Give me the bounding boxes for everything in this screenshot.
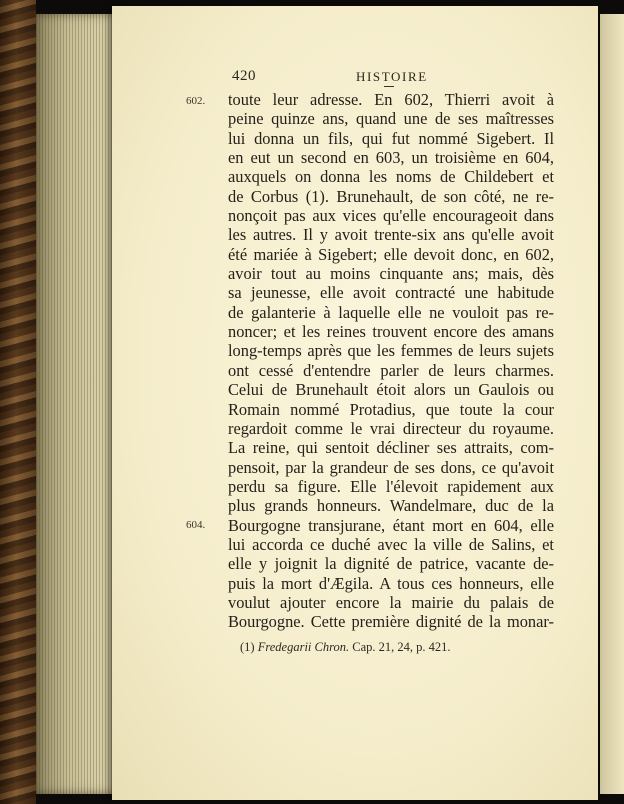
text-line: peine quinze ans, quand une de ses maîtresses <box>228 109 554 129</box>
text-line: auxquels on donna les noms de Childebert et <box>228 167 554 187</box>
text-line: regardoit comme le vrai directeur du royaume. <box>228 418 554 438</box>
facing-page-edge <box>600 14 624 794</box>
text-line: ont cessé d'entendre parler de leurs charmes. <box>228 360 554 380</box>
text-line: nonçoit pas aux vices qu'elle encourageoit dans <box>228 206 554 226</box>
footnote <box>240 640 451 655</box>
page-edges <box>36 14 116 794</box>
text-line: de galanterie à laquelle elle ne vouloit pas re- <box>228 302 554 322</box>
text-line: de Corbus (1). Brunehault, de son côté, ne re- <box>228 186 554 206</box>
margin-note-year: 604. <box>186 519 206 531</box>
text-line: Romain nommé Protadius, que toute la cour <box>228 399 554 419</box>
text-line: toute leur adresse. En 602, Thierri avoit à <box>228 90 554 109</box>
body-text <box>228 90 554 636</box>
text-line: lui donna un fils, qui fut nommé Sigebert. Il <box>228 128 554 148</box>
text-line: plus grands honneurs. Wandelmare, duc de la <box>228 496 554 516</box>
text-line: lui accorda ce duché avec la ville de Salins, et <box>228 534 554 554</box>
text-line: avoir tout au moins cinquante ans; mais, dès <box>228 264 554 284</box>
book-binding <box>0 0 36 804</box>
text-line: elle y joignit la dignité de patrice, vacante de- <box>228 554 554 574</box>
header-rule <box>384 86 394 87</box>
text-line: pensoit, par la grandeur de ses dons, ce qu'avoit <box>228 457 554 477</box>
text-line: en eut un second en 603, un troisième en 604, <box>228 148 554 168</box>
text-line: noncer; et les reines trouvent encore des amans <box>228 322 554 342</box>
text-line: puis la mort d'Ægila. A tous ces honneurs, elle <box>228 573 554 593</box>
text-line: sa jeunesse, elle avoit contracté une habitude <box>228 283 554 303</box>
margin-note-year: 602. <box>186 95 206 107</box>
page-number: 420 <box>232 68 256 84</box>
text-line: voulut ajouter encore la mairie du palais de <box>228 592 554 612</box>
text-line: Bourgogne transjurane, étant mort en 604, elle <box>228 515 554 535</box>
text-line: perdu sa figure. Elle l'élevoit rapidement aux <box>228 476 554 496</box>
text-line: les autres. Il y avoit trente-six ans qu'elle avoit <box>228 225 554 245</box>
text-line: Celui de Brunehault étoit alors un Gaulois ou <box>228 380 554 400</box>
footnote-source: Fredegarii Chron. <box>257 640 350 654</box>
page-header <box>232 68 428 85</box>
text-line: La reine, qui sentoit décliner ses attraits, com- <box>228 438 554 458</box>
running-title: HISTOIRE <box>356 69 428 84</box>
text-line: long-temps après que les femmes de leurs sujets <box>228 341 554 361</box>
footnote-reference: Cap. 21, 24, p. 421. <box>352 640 451 654</box>
text-line: été mariée à Sigebert; elle devoit donc, en 602, <box>228 244 554 264</box>
footnote-marker: (1) <box>240 640 255 654</box>
text-line: Bourgogne. Cette première dignité de la monar- <box>228 612 554 632</box>
